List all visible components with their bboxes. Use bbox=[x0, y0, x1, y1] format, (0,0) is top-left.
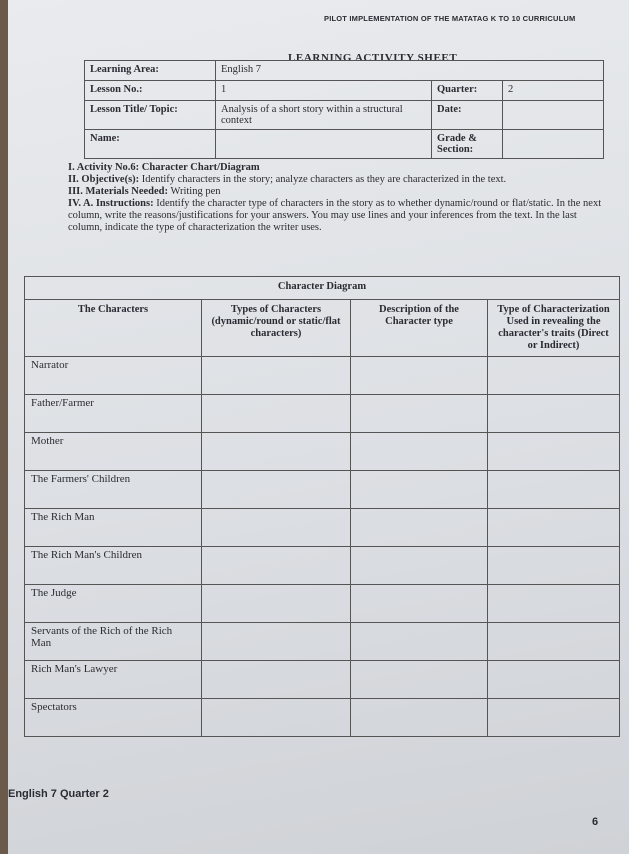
description-cell[interactable] bbox=[351, 357, 488, 395]
table-row bbox=[25, 623, 620, 661]
lesson-no-value: 1 bbox=[216, 81, 432, 101]
curriculum-header: PILOT IMPLEMENTATION OF THE MATATAG K TO 10 CURRICULUM bbox=[324, 14, 576, 23]
character-name: Father/Farmer bbox=[25, 395, 202, 433]
character-name: Mother bbox=[25, 433, 202, 471]
type-cell[interactable] bbox=[202, 433, 351, 471]
type-cell[interactable] bbox=[202, 661, 351, 699]
character-name: The Rich Man bbox=[25, 509, 202, 547]
name-field[interactable] bbox=[216, 130, 432, 159]
characterization-cell[interactable] bbox=[488, 661, 620, 699]
table-row bbox=[25, 661, 620, 699]
characterization-cell[interactable] bbox=[488, 433, 620, 471]
characterization-cell[interactable] bbox=[488, 623, 620, 661]
description-cell[interactable] bbox=[351, 509, 488, 547]
activity-title: I. Activity No.6: Character Chart/Diagram bbox=[68, 162, 260, 173]
materials: III. Materials Needed: Writing pen bbox=[68, 186, 221, 197]
characterization-cell[interactable] bbox=[488, 357, 620, 395]
table-row bbox=[25, 471, 620, 509]
date-label: Date: bbox=[432, 101, 503, 130]
description-cell[interactable] bbox=[351, 547, 488, 585]
type-cell[interactable] bbox=[202, 623, 351, 661]
table-row bbox=[25, 509, 620, 547]
character-name: Narrator bbox=[25, 357, 202, 395]
type-cell[interactable] bbox=[202, 471, 351, 509]
character-name: Spectators bbox=[25, 699, 202, 737]
diagram-title: Character Diagram bbox=[25, 277, 620, 300]
instructions: IV. A. Instructions: Identify the character type of characters in the story as to whether dynamic/round or flat/static. In the next column, write the reasons/justifications for your answers. You may use lines and your inferences from the text. In the last column, indicate the type of characterization the writer uses. bbox=[68, 198, 602, 233]
table-row bbox=[25, 547, 620, 585]
type-cell[interactable] bbox=[202, 699, 351, 737]
grade-section-label: Grade & Section: bbox=[432, 130, 503, 159]
type-cell[interactable] bbox=[202, 395, 351, 433]
col-description: Description of the Character type bbox=[351, 300, 488, 357]
date-field[interactable] bbox=[503, 101, 604, 130]
description-cell[interactable] bbox=[351, 699, 488, 737]
description-cell[interactable] bbox=[351, 471, 488, 509]
name-label: Name: bbox=[85, 130, 216, 159]
character-name: The Rich Man's Children bbox=[25, 547, 202, 585]
lesson-title-value: Analysis of a short story within a structural context bbox=[216, 101, 432, 130]
character-name: The Farmers' Children bbox=[25, 471, 202, 509]
grade-section-field[interactable] bbox=[503, 130, 604, 159]
col-characters: The Characters bbox=[25, 300, 202, 357]
character-name: The Judge bbox=[25, 585, 202, 623]
learning-area-value: English 7 bbox=[216, 61, 604, 81]
col-types: Types of Characters (dynamic/round or static/flat characters) bbox=[202, 300, 351, 357]
description-cell[interactable] bbox=[351, 433, 488, 471]
lesson-no-label: Lesson No.: bbox=[85, 81, 216, 101]
footer-label: English 7 Quarter 2 bbox=[8, 788, 109, 800]
table-row bbox=[25, 585, 620, 623]
activity-text bbox=[68, 162, 608, 234]
type-cell[interactable] bbox=[202, 509, 351, 547]
type-cell[interactable] bbox=[202, 547, 351, 585]
characterization-cell[interactable] bbox=[488, 699, 620, 737]
character-diagram-table bbox=[24, 276, 620, 737]
quarter-label: Quarter: bbox=[432, 81, 503, 101]
quarter-value: 2 bbox=[503, 81, 604, 101]
character-name: Servants of the Rich of the Rich Man bbox=[25, 623, 202, 661]
lesson-title-label: Lesson Title/ Topic: bbox=[85, 101, 216, 130]
worksheet-page bbox=[8, 0, 629, 854]
table-row bbox=[25, 395, 620, 433]
info-table bbox=[84, 60, 604, 159]
characterization-cell[interactable] bbox=[488, 395, 620, 433]
description-cell[interactable] bbox=[351, 661, 488, 699]
description-cell[interactable] bbox=[351, 623, 488, 661]
table-row bbox=[25, 357, 620, 395]
page-number: 6 bbox=[592, 816, 599, 828]
learning-area-label: Learning Area: bbox=[85, 61, 216, 81]
objective: II. Objective(s): Identify characters in the story; analyze characters as they are characterized in the text. bbox=[68, 174, 507, 185]
characterization-cell[interactable] bbox=[488, 509, 620, 547]
description-cell[interactable] bbox=[351, 585, 488, 623]
characterization-cell[interactable] bbox=[488, 585, 620, 623]
description-cell[interactable] bbox=[351, 395, 488, 433]
sheet-title: LEARNING ACTIVITY SHEET bbox=[288, 52, 458, 64]
table-row bbox=[25, 699, 620, 737]
type-cell[interactable] bbox=[202, 357, 351, 395]
characterization-cell[interactable] bbox=[488, 547, 620, 585]
character-name: Rich Man's Lawyer bbox=[25, 661, 202, 699]
characterization-cell[interactable] bbox=[488, 471, 620, 509]
col-characterization: Type of Characterization Used in revealing the character's traits (Direct or Indirect) bbox=[488, 300, 620, 357]
table-row bbox=[25, 433, 620, 471]
type-cell[interactable] bbox=[202, 585, 351, 623]
